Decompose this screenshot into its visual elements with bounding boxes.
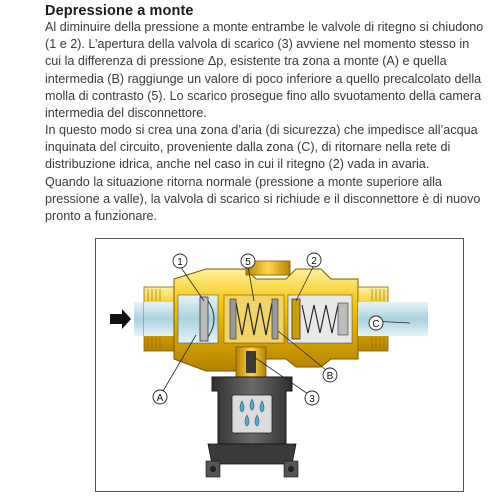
callout-3 (305, 391, 319, 405)
disconnector-diagram (95, 238, 464, 492)
callout-C (369, 316, 383, 330)
svg-text:C: C (372, 319, 380, 330)
paragraph-3: Quando la situazione ritorna normale (pressione a monte superiore alla pressione a valle), la valvola di scarico si richiude e il disconnettore è di nuovo pronto a funzionare. (45, 175, 481, 224)
callout-1 (173, 254, 187, 268)
inlet-chamber (178, 295, 218, 343)
callout-A (153, 390, 167, 404)
check-valve-2 (292, 299, 300, 339)
outlet-water (388, 302, 428, 336)
paragraph-2: In questo modo si crea una zona d’aria (di sicurezza) che impedisce all’acqua inquinata del circuito, proveniente dalla zona (C), di ritornare nella rete di distribuzione idrica, anche nel caso in cui il ritegno (2) vada in avaria. (45, 123, 478, 172)
svg-text:A: A (156, 393, 164, 404)
svg-text:2: 2 (311, 256, 317, 267)
callout-5 (241, 254, 255, 268)
section-heading: Depressione a monte (45, 3, 194, 19)
svg-text:5: 5 (245, 257, 251, 268)
svg-text:B: B (326, 371, 334, 382)
flow-arrow-icon (110, 309, 131, 329)
svg-text:3: 3 (309, 394, 315, 405)
callout-B (323, 368, 337, 382)
diagram-svg (96, 239, 463, 491)
paragraph-1: Al diminuire della pressione a monte entrambe le valvole di ritegno si chiudono (1 e 2). L’apertura della valvola di scarico (3) avviene nel momento stesso in cui la differenza di pressione Δp, esistente tra zona a monte (A) e quella intermedia (B) raggiunge un valore di poco inferiore a quello precalcolato della molla di contrasto (5). Lo scarico prosegue fino allo svuotamento della camera intermedia del disconnettore. (45, 20, 484, 121)
check-valve-1 (200, 297, 208, 341)
callout-2 (307, 253, 321, 267)
svg-text:1: 1 (177, 257, 183, 268)
